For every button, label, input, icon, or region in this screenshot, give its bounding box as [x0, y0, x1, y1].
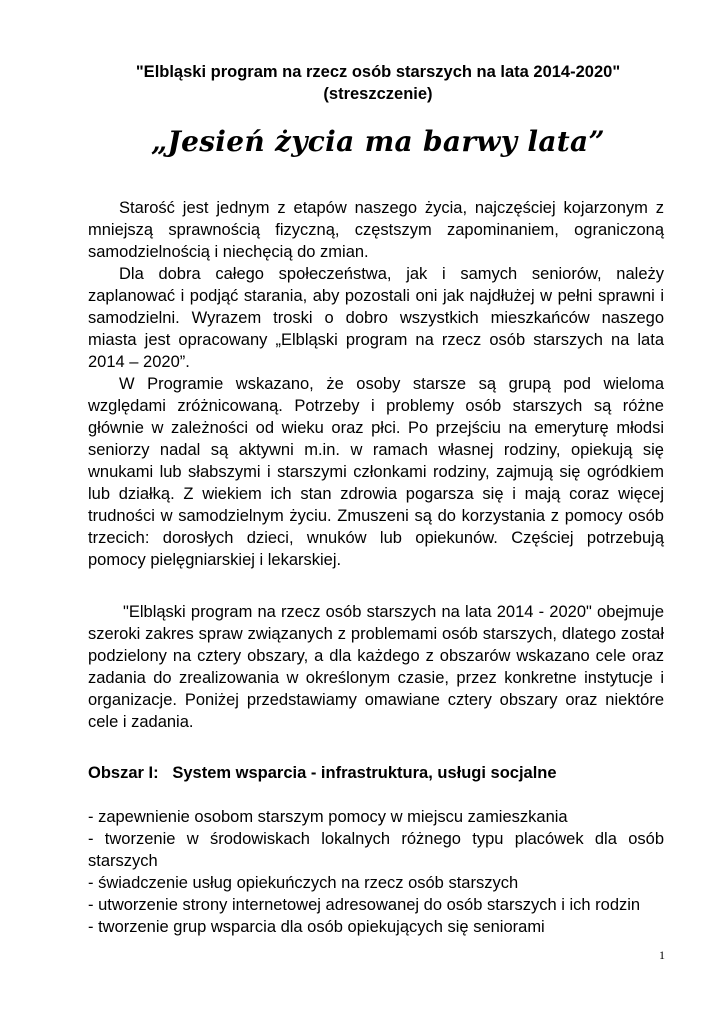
list-item: - utworzenie strony internetowej adresowanej do osób starszych i ich rodzin — [88, 896, 641, 914]
paragraph-4: "Elbląski program na rzecz osób starszych na lata 2014 - 2020" obejmuje szeroki zakres spraw związanych z problemami osób starszych, dlatego został podzielony na cztery obszary, a dla każdego z obszarów wskazano cele oraz zadania do zrealizowania w określonym czasie, przez konkretne instytucje i organizacje. Poniżej przedstawiamy omawiane cztery obszary oraz niektóre cele i zadania. — [88, 603, 664, 731]
list-item: - świadczenie usług opiekuńczych na rzecz osób starszych — [88, 874, 519, 892]
list-item: - zapewnienie osobom starszym pomocy w miejscu zamieszkania — [88, 808, 568, 826]
document-title-note: (streszczenie) — [323, 85, 433, 103]
paragraph-3: W Programie wskazano, że osoby starsze są grupą pod wieloma względami zróżnicowaną. Potrzeby i problemy osób starszych są różne głównie w zależności od wieku oraz płci. Po przejściu na emeryturę młodsi seniorzy nadal są aktywni m.in. w ramach własnej rodziny, opiekują się wnukami lub słabszymi i starszymi członkami rodziny, zajmują się ogródkiem lub działką. Z wiekiem ich stan zdrowia pogarsza się i mają coraz więcej trudności w samodzielnym życiu. Zmuszeni są do korzystania z pomocy osób trzecich: dorosłych dzieci, wnuków lub opiekunów. Częściej potrzebują pomocy pielęgniarskiej i lekarskiej. — [88, 375, 664, 569]
page-number: 1 — [659, 948, 665, 962]
document-subtitle: „Jesień życia ma barwy lata” — [151, 125, 605, 158]
task-list — [88, 806, 664, 938]
list-item: - tworzenie w środowiskach lokalnych różnego typu placówek dla osób starszych — [88, 830, 664, 870]
document-title: "Elbląski program na rzecz osób starszych na lata 2014-2020" — [135, 63, 621, 81]
section-heading: Obszar I: System wsparcia - infrastruktura, usługi socjalne — [88, 764, 557, 782]
paragraph-2: Dla dobra całego społeczeństwa, jak i samych seniorów, należy zaplanować i podjąć starania, aby pozostali oni jak najdłużej w pełni sprawni i samodzielni. Wyrazem troski o dobro wszystkich mieszkańców naszego miasta jest opracowany „Elbląski program na rzecz osób starszych na lata 2014 – 2020”. — [88, 265, 664, 371]
list-item: - tworzenie grup wsparcia dla osób opiekujących się seniorami — [88, 918, 545, 936]
paragraph-1: Starość jest jednym z etapów naszego życia, najczęściej kojarzonym z mniejszą sprawnością fizyczną, częstszym zapominaniem, ograniczoną samodzielnością i niechęcią do zmian. — [88, 199, 664, 261]
